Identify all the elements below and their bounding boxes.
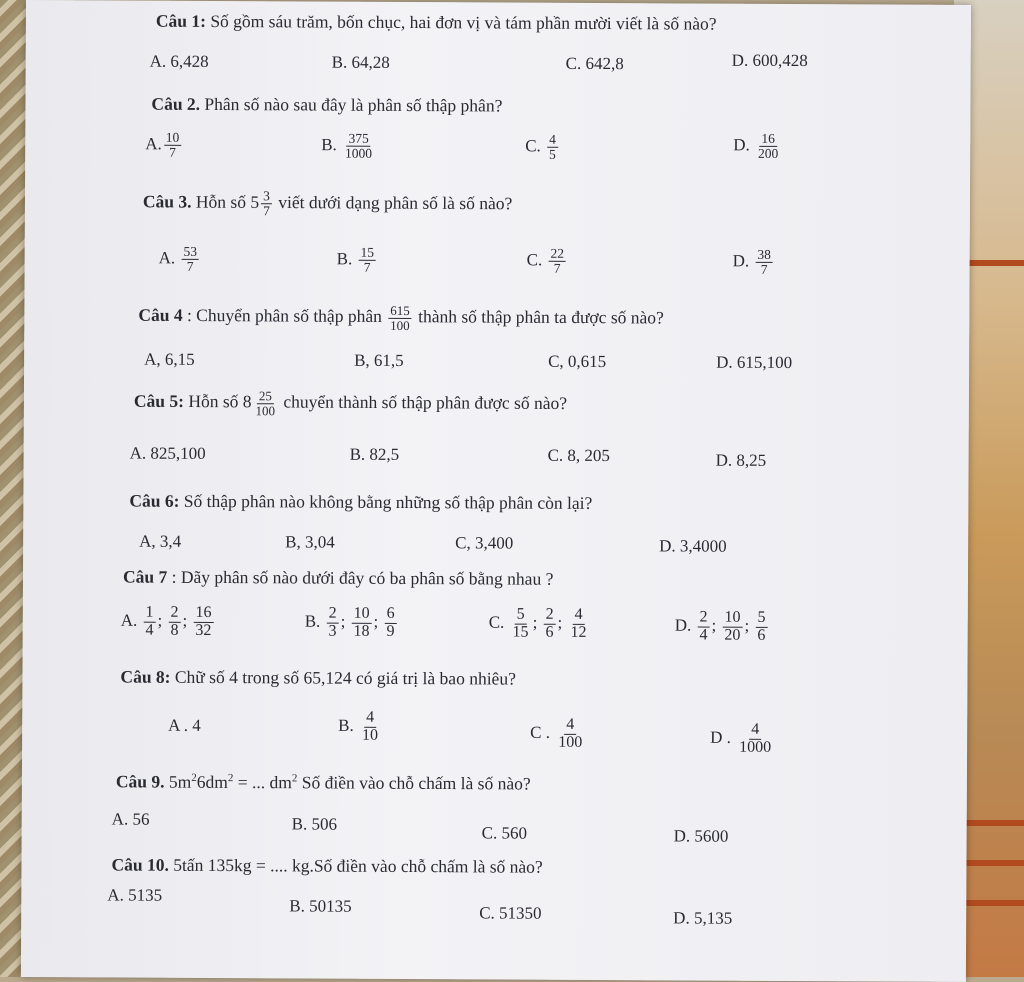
q8-option-c: C . $\frac{4}{100}$: [530, 717, 586, 752]
question-5: Câu 5: Hỗn số 8 $\frac{25}{100}$ chuyển thành số thập phân được số nào?: [133, 388, 568, 418]
q4-option-a: A, 6,15: [144, 349, 195, 369]
q8-option-a: A . 4: [168, 715, 201, 735]
q5-option-d: D. 8,25: [715, 450, 767, 470]
question-4: Câu 4 : Chuyển phân số thập phân $\frac{615}{100}$ thành số thập phân ta được số nào?: [138, 302, 664, 333]
fraction: $\frac{10}{18}$: [353, 604, 370, 640]
question-1: Câu 1: Số gồm sáu trăm, bốn chục, hai đơn vị và tám phần mười viết là số nào?: [155, 10, 717, 34]
q7-option-c: C. $\frac{5}{15}$ ; $\frac{2}{6}$ ; $\frac{4}{12}$: [489, 606, 591, 641]
fraction: $\frac{4}{10}$: [361, 708, 379, 744]
fraction: $\frac{2}{3}$: [328, 604, 337, 640]
question-3: Câu 3. Hỗn số 5 $\frac{3}{7}$ viết dưới dạng phân số là số nào?: [142, 188, 513, 219]
q9-option-a: A. 56: [111, 809, 150, 829]
fraction: $\frac{4}{100}$: [558, 715, 583, 751]
q10-option-b: B. 50135: [289, 896, 352, 916]
fraction: $\frac{25}{100}$: [255, 388, 276, 418]
q1-option-c: C. 642,8: [565, 53, 624, 74]
q9-option-b: B. 506: [291, 814, 338, 834]
q6-option-b: B, 3,04: [285, 532, 335, 552]
fraction: $\frac{615}{100}$: [390, 302, 410, 333]
q3-option-a: A. $\frac{53}{7}$: [158, 243, 198, 275]
fraction: $\frac{2}{4}$: [699, 608, 708, 644]
question-8: Câu 8: Chữ số 4 trong số 65,124 có giá trị là bao nhiêu?: [120, 666, 516, 689]
fraction: $\frac{2}{6}$: [545, 605, 554, 641]
q3-option-d: D. $\frac{38}{7}$: [732, 246, 771, 278]
q8-option-b: B. $\frac{4}{10}$: [338, 710, 382, 745]
fraction: $\frac{16}{200}$: [757, 130, 779, 162]
q2-option-d: D. $\frac{16}{200}$: [733, 132, 782, 162]
q5-option-c: C. 8, 205: [547, 445, 611, 466]
worksheet-paper: [21, 0, 971, 982]
question-2: Câu 2. Phân số nào sau đây là phân số thập phân?: [151, 93, 503, 116]
q4-option-d: D. 615,100: [716, 352, 793, 373]
q10-option-c: C. 51350: [479, 903, 542, 923]
q7-option-a: A. $\frac{1}{4}$ ; $\frac{2}{8}$ ; $\frac{16}{32}$: [120, 603, 212, 639]
q5-option-b: B. 82,5: [349, 444, 400, 464]
q1-option-b: B. 64,28: [331, 52, 390, 72]
q2-option-a: A. $\frac{10}{7}$: [145, 129, 180, 160]
q1-option-a: A. 6,428: [149, 51, 209, 71]
q9-option-d: D. 5600: [673, 826, 729, 846]
q10-option-d: D. 5,135: [673, 908, 733, 928]
fraction: $\frac{1}{4}$: [145, 603, 154, 639]
fraction: $\frac{22}{7}$: [548, 247, 566, 276]
question-6: Câu 6: Số thập phân nào không bằng những số thập phân còn lại?: [129, 490, 593, 513]
q6-option-c: C, 3,400: [455, 533, 514, 553]
fraction: $\frac{10}{20}$: [724, 608, 741, 644]
q10-option-a: A. 5135: [107, 885, 163, 905]
fraction: $\frac{5}{15}$: [512, 605, 529, 641]
fraction: $\frac{10}{7}$: [164, 131, 182, 160]
fraction: $\frac{3}{7}$: [263, 188, 270, 219]
q4-option-c: C, 0,615: [548, 351, 607, 372]
fraction: $\frac{53}{7}$: [181, 245, 199, 274]
question-7: Câu 7 : Dãy phân số nào dưới đây có ba phân số bằng nhau ?: [122, 566, 554, 589]
q6-option-a: A, 3,4: [139, 531, 182, 551]
fraction: $\frac{375}{1000}$: [345, 130, 373, 161]
q2-option-c: C. $\frac{4}{5}$: [525, 131, 556, 162]
question-10: Câu 10. 5tấn 135kg = .... kg.Số điền vào chỗ chấm là số nào?: [111, 854, 543, 877]
q6-option-d: D. 3,4000: [659, 536, 727, 556]
fraction: $\frac{4}{5}$: [549, 131, 556, 162]
fraction: $\frac{6}{9}$: [386, 604, 395, 640]
fraction: $\frac{5}{6}$: [757, 608, 766, 644]
q4-option-b: B, 61,5: [354, 350, 404, 370]
q7-option-d: D. $\frac{2}{4}$ ; $\frac{10}{20}$ ; $\frac{5}{6}$: [674, 608, 766, 644]
q1-option-d: D. 600,428: [731, 50, 808, 71]
fraction: $\frac{16}{32}$: [195, 603, 212, 639]
q3-option-b: B. $\frac{15}{7}$: [336, 244, 375, 275]
q9-option-c: C. 560: [481, 823, 528, 843]
q3-option-c: C. $\frac{22}{7}$: [526, 245, 565, 276]
fraction: $\frac{4}{12}$: [570, 605, 587, 641]
fraction: $\frac{15}{7}$: [358, 246, 376, 275]
q2-option-b: B. $\frac{375}{1000}$: [321, 132, 376, 162]
q8-option-d: D . $\frac{4}{1000}$: [710, 722, 775, 757]
fraction: $\frac{38}{7}$: [755, 248, 773, 277]
fraction: $\frac{4}{1000}$: [739, 720, 772, 756]
question-9: Câu 9. $5m^26dm^2$ = ... $dm^2$ Số điền vào chỗ chấm là số nào?: [115, 771, 531, 794]
fraction: $\frac{2}{8}$: [170, 603, 179, 639]
q5-option-a: A. 825,100: [129, 443, 206, 463]
q7-option-b: B. $\frac{2}{3}$ ; $\frac{10}{18}$ ; $\frac{6}{9}$: [304, 604, 395, 640]
